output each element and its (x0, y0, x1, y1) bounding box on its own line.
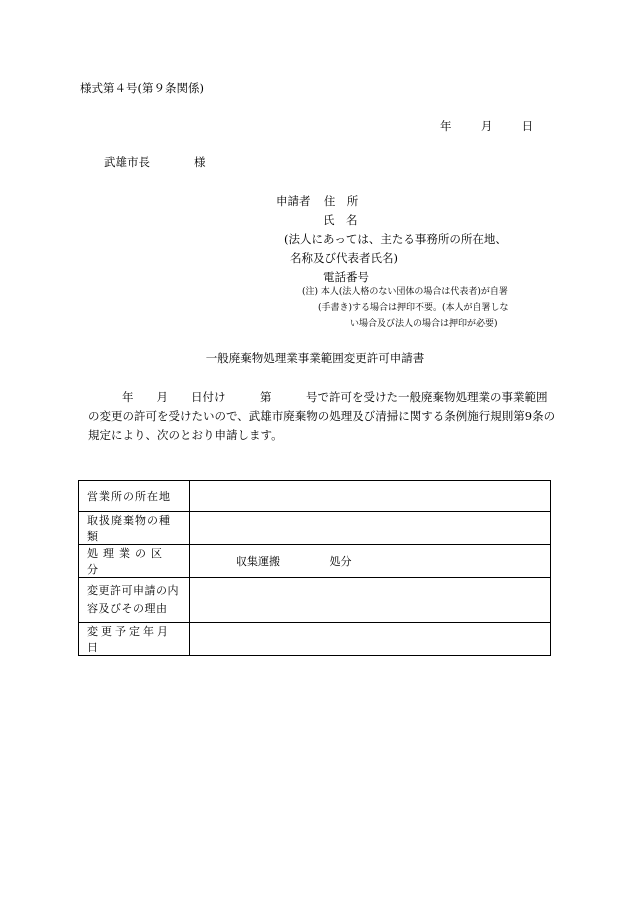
date-day: 日 (521, 119, 534, 133)
table-row (79, 481, 551, 512)
date-line (440, 118, 533, 134)
change-reason-label-line2: 容及びその理由 (87, 602, 168, 615)
scheduled-change-date-field[interactable] (190, 623, 551, 656)
body-paragraph (88, 388, 558, 445)
business-category-label: 処理業の区分 (79, 545, 190, 578)
table-row (79, 512, 551, 545)
applicant-block (276, 192, 507, 287)
body-text: 年 月 日付け 第 号で許可を受けた一般廃棄物処理業の事業範囲の変更の許可を受けたいので、武雄市廃棄物の処理及び清掃に関する条例施行規則第9条の規定により、次のとおり申請します。 (88, 390, 556, 442)
seal-note-line2: (手書き)する場合は押印不要。(本人が自署しな (318, 303, 509, 313)
application-table (78, 480, 551, 656)
date-month: 月 (480, 119, 493, 133)
waste-type-label: 取扱廃棄物の種類 (79, 512, 190, 545)
addressee-name: 武雄市長 (104, 155, 150, 169)
addressee (104, 154, 206, 170)
business-location-label: 営業所の所在地 (79, 481, 190, 512)
change-reason-label (79, 578, 190, 623)
option-collection-transport[interactable]: 収集運搬 (236, 555, 280, 568)
table-row (79, 545, 551, 578)
change-reason-field[interactable] (190, 578, 551, 623)
seal-note-line1: (注) 本人(法人格のない団体の場合は代表者)が自署 (302, 287, 508, 297)
business-location-field[interactable] (190, 481, 551, 512)
address-label: 住 所 (323, 194, 359, 208)
name-label: 氏 名 (323, 213, 358, 227)
seal-note-line3: い場合及び法人の場合は押印が必要) (350, 319, 498, 329)
addressee-honorific: 様 (194, 155, 206, 169)
phone-label: 電話番号 (323, 270, 369, 284)
date-year: 年 (440, 119, 452, 133)
table-row (79, 623, 551, 656)
form-number: 様式第４号(第９条関係) (80, 81, 204, 95)
table-row (79, 578, 551, 623)
corp-note-line1: (法人にあっては、主たる事務所の所在地、 (284, 232, 507, 246)
scheduled-change-date-label: 変更予定年月日 (79, 623, 190, 656)
waste-type-field[interactable] (190, 512, 551, 545)
option-disposal[interactable]: 処分 (329, 555, 352, 568)
business-category-field[interactable] (190, 545, 551, 578)
corp-note-line2: 名称及び代表者氏名) (290, 251, 398, 265)
document-title: 一般廃棄物処理業事業範囲変更許可申請書 (205, 351, 425, 365)
seal-note (302, 284, 509, 332)
applicant-label: 申請者 (276, 194, 311, 208)
change-reason-label-line1: 変更許可申請の内 (87, 584, 179, 597)
